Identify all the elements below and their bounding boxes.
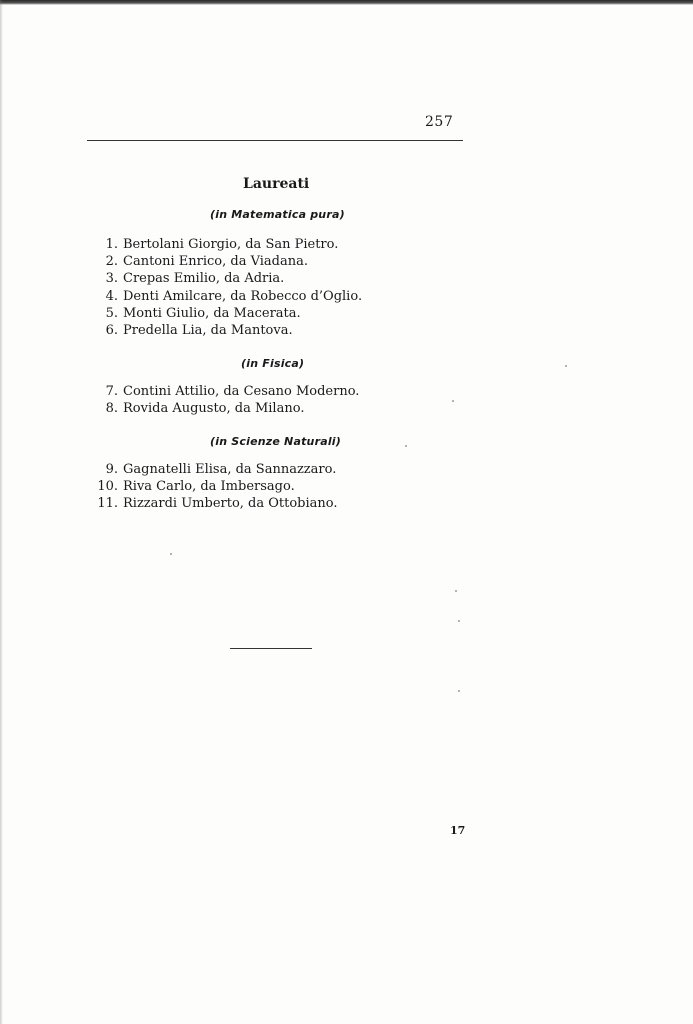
entry-text: Monti Giulio, da Macerata. [123, 305, 301, 321]
entry-number: 10. [97, 479, 118, 495]
section-title: Laureati [243, 176, 310, 192]
entry-text: Crepas Emilio, da Adria. [123, 271, 285, 287]
subheading-scienze-naturali: (in Scienze Naturali) [210, 435, 341, 448]
scan-left-edge [0, 0, 3, 1024]
entry-text: Gagnatelli Elisa, da Sannazzaro. [123, 462, 337, 477]
list-item [90, 270, 362, 287]
entry-number: 4. [105, 288, 118, 304]
scan-speck [458, 690, 460, 692]
graduates-list-fisica [90, 383, 359, 417]
scan-speck [565, 365, 567, 367]
list-item [90, 322, 362, 339]
scan-top-edge [0, 0, 693, 5]
entry-number: 11. [97, 496, 118, 512]
entry-text: Predella Lia, da Mantova. [123, 323, 293, 339]
list-item [90, 288, 362, 305]
scan-speck [455, 590, 457, 592]
list-item [90, 495, 338, 512]
page-number: 257 [425, 114, 454, 130]
signature-mark: 17 [450, 824, 466, 837]
entry-number: 2. [105, 254, 118, 270]
list-item [90, 305, 362, 322]
scan-speck [170, 553, 172, 555]
list-item [90, 478, 338, 495]
graduates-list-matematica [90, 236, 362, 339]
header-rule [87, 140, 463, 141]
list-item [90, 383, 359, 400]
entry-text: Denti Amilcare, da Robecco d’Oglio. [123, 288, 363, 304]
scan-speck [405, 445, 407, 447]
subheading-fisica: (in Fisica) [241, 357, 305, 370]
entry-number: 7. [105, 384, 118, 399]
scan-speck [452, 400, 454, 402]
entry-number: 1. [105, 237, 118, 252]
end-rule [230, 648, 312, 649]
list-item [90, 461, 338, 478]
entry-text: Rizzardi Umberto, da Ottobiano. [123, 496, 338, 512]
entry-text: Contini Attilio, da Cesano Moderno. [123, 384, 360, 399]
entry-number: 3. [105, 271, 118, 287]
entry-number: 5. [105, 305, 118, 321]
graduates-list-scienze [90, 461, 338, 513]
entry-text: Cantoni Enrico, da Viadana. [123, 254, 308, 270]
entry-text: Riva Carlo, da Imbersago. [123, 479, 295, 495]
entry-number: 9. [105, 462, 118, 477]
entry-number: 8. [105, 401, 118, 417]
subheading-matematica-pura: (in Matematica pura) [210, 208, 345, 221]
scan-speck [458, 620, 460, 622]
entry-number: 6. [105, 323, 118, 339]
list-item [90, 400, 359, 417]
entry-text: Bertolani Giorgio, da San Pietro. [123, 237, 339, 252]
list-item [90, 236, 362, 253]
list-item [90, 253, 362, 270]
entry-text: Rovida Augusto, da Milano. [123, 401, 305, 417]
